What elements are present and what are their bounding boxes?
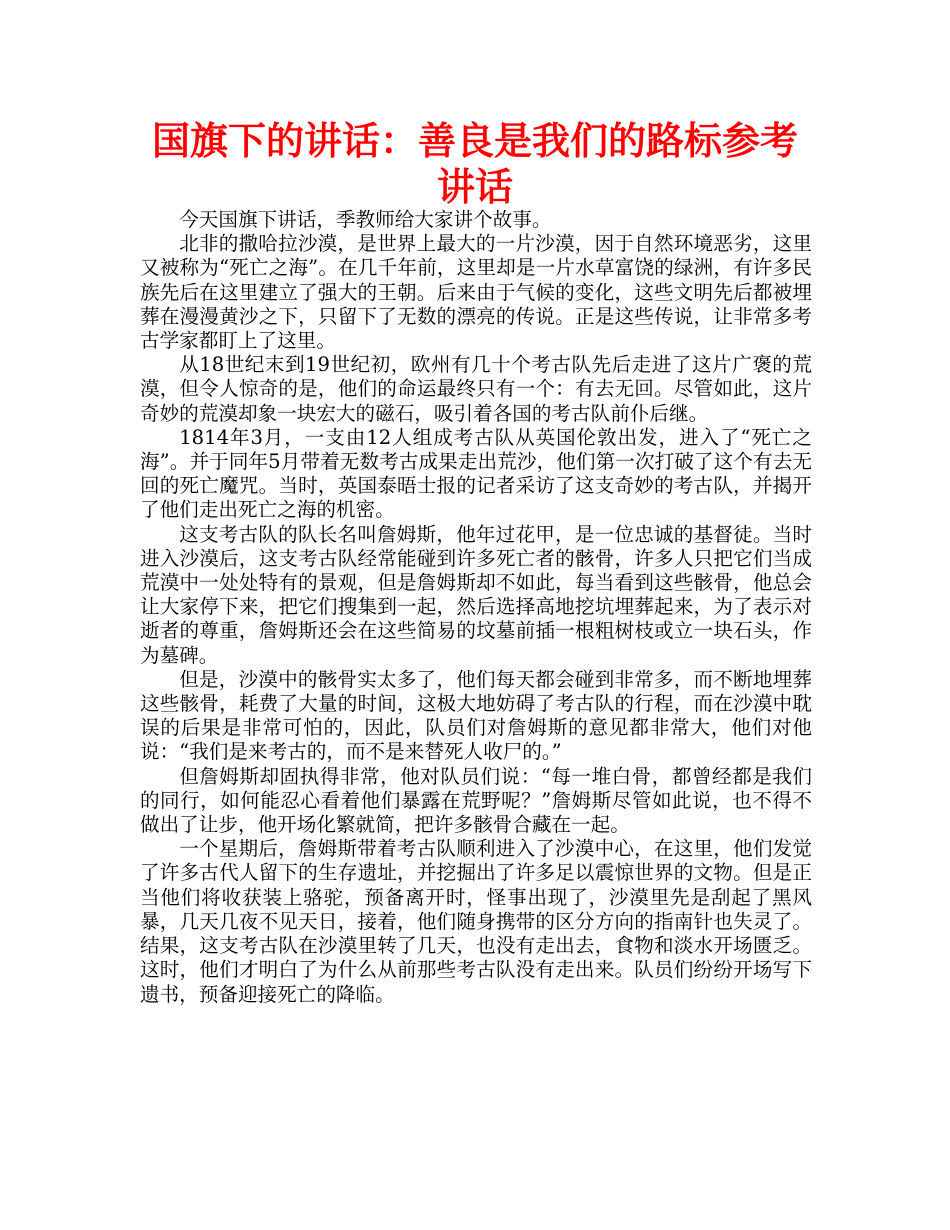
page-title: 国旗下的讲话：善良是我们的路标参考讲话: [151, 119, 798, 209]
paragraph: 今天国旗下讲话，季教师给大家讲个故事。: [179, 208, 552, 231]
paragraph: 1814年3月，一支由12人组成考古队从英国伦敦出发，进入了“死亡之海”。并于同年5月带着无数考古成果走出荒沙，他们第一次打破了这个有去无回的死亡魔咒。当时，英国泰晤士报的记者采访了这支奇妙的考古队，并揭开了他们走出死亡之海的机密。: [140, 425, 812, 522]
article-body: [140, 208, 812, 1007]
paragraph: 这支考古队的队长名叫詹姆斯，他年过花甲，是一位忠诚的基督徒。当时进入沙漠后，这支考古队经常能碰到许多死亡者的骸骨，许多人只把它们当成荒漠中一处处特有的景观，但是詹姆斯却不如此，每当看到这些骸骨，他总会让大家停下来，把它们搜集到一起，然后选择高地挖坑埋葬起来，为了表示对逝者的尊重，詹姆斯还会在这些简易的坟墓前插一根粗树枝或立一块石头，作为墓碑。: [140, 522, 812, 667]
paragraph: 但詹姆斯却固执得非常，他对队员们说：“每一堆白骨，都曾经都是我们的同行，如何能忍心看着他们暴露在荒野呢？”詹姆斯尽管如此说，也不得不做出了让步，他开场化繁就简，把许多骸骨合藏在一起。: [140, 764, 812, 837]
paragraph: 从18世纪末到19世纪初，欧州有几十个考古队先后走进了这片广褒的荒漠，但令人惊奇的是，他们的命运最终只有一个：有去无回。尽管如此，这片奇妙的荒漠却象一块宏大的磁石，吸引着各国的考古队前仆后继。: [140, 353, 812, 425]
paragraph: 北非的撒哈拉沙漠，是世界上最大的一片沙漠，因于自然环境恶劣，这里又被称为“死亡之海”。在几千年前，这里却是一片水草富饶的绿洲，有许多民族先后在这里建立了强大的王朝。后来由于气候的变化，这些文明先后都被埋葬在漫漫黄沙之下，只留下了无数的漂亮的传说。正是这些传说，让非常多考古学家都盯上了这里。: [140, 232, 812, 353]
paragraph: 一个星期后，詹姆斯带着考古队顺利进入了沙漠中心，在这里，他们发觉了许多古代人留下的生存遗址，并挖掘出了许多足以震惊世界的文物。但是正当他们将收获装上骆驼，预备离开时，怪事出现了，沙漠里先是刮起了黑风暴，几天几夜不见天日，接着，他们随身携带的区分方向的指南针也失灵了。结果，这支考古队在沙漠里转了几天，也没有走出去，食物和淡水开场匮乏。这时，他们才明白了为什么从前那些考古队没有走出来。队员们纷纷开场写下遗书，预备迎接死亡的降临。: [140, 837, 812, 1006]
paragraph: 但是，沙漠中的骸骨实太多了，他们每天都会碰到非常多，而不断地埋葬这些骸骨，耗费了大量的时间，这极大地妨碍了考古队的行程，而在沙漠中耽误的后果是非常可怕的，因此，队员们对詹姆斯的意见都非常大，他们对他说：“我们是来考古的，而不是来替死人收尸的。”: [140, 667, 812, 764]
